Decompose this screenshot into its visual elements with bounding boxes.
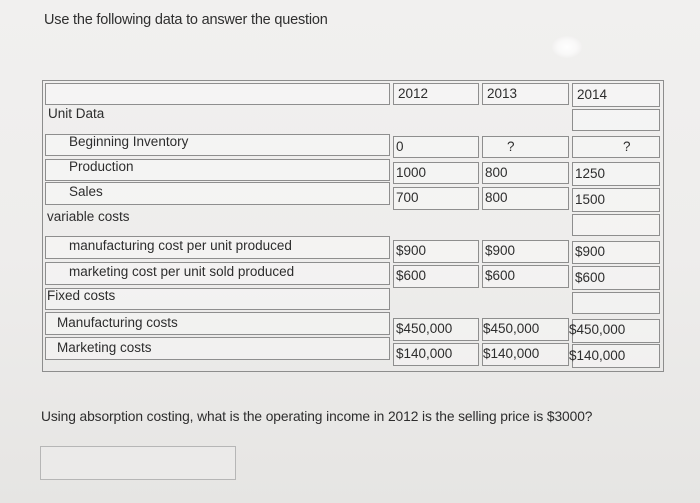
beginning-inventory-2013: ? bbox=[507, 139, 515, 154]
mfg-cost-per-unit-label: manufacturing cost per unit produced bbox=[69, 238, 292, 253]
beginning-inventory-2014-box bbox=[572, 136, 660, 158]
manufacturing-costs-2014: $450,000 bbox=[569, 322, 626, 337]
beginning-inventory-2014: ? bbox=[623, 139, 631, 154]
production-label: Production bbox=[69, 159, 134, 174]
mkt-cost-per-unit-2012: $600 bbox=[396, 268, 427, 283]
sales-2014: 1500 bbox=[575, 192, 606, 207]
question-text: Using absorption costing, what is the operating income in 2012 is the selling price is $3000? bbox=[41, 409, 593, 424]
manufacturing-costs-label: Manufacturing costs bbox=[57, 315, 178, 330]
unit-data-2014-box bbox=[572, 109, 660, 131]
marketing-costs-2012: $140,000 bbox=[396, 346, 453, 361]
sales-label: Sales bbox=[69, 184, 103, 199]
mfg-cost-per-unit-2012: $900 bbox=[396, 243, 427, 258]
mfg-cost-per-unit-2014: $900 bbox=[575, 244, 606, 259]
header-label-box bbox=[45, 83, 390, 105]
production-2014: 1250 bbox=[575, 166, 606, 181]
mkt-cost-per-unit-2014: $600 bbox=[575, 270, 606, 285]
variable-costs-2014-box bbox=[572, 214, 660, 236]
production-2013: 800 bbox=[485, 165, 508, 180]
marketing-costs-2014: $140,000 bbox=[569, 348, 626, 363]
production-2012: 1000 bbox=[396, 165, 427, 180]
sales-2013: 800 bbox=[485, 190, 508, 205]
beginning-inventory-2013-box bbox=[482, 136, 569, 158]
light-glare bbox=[552, 36, 582, 58]
beginning-inventory-2012-box bbox=[393, 136, 479, 158]
answer-input[interactable] bbox=[40, 446, 236, 480]
fixed-costs-2014-box bbox=[572, 292, 660, 314]
beginning-inventory-2012: 0 bbox=[396, 139, 404, 154]
marketing-costs-label: Marketing costs bbox=[57, 340, 152, 355]
fixed-costs-heading: Fixed costs bbox=[47, 288, 116, 303]
sales-2012: 700 bbox=[396, 190, 419, 205]
variable-costs-heading: variable costs bbox=[47, 209, 130, 224]
header-year-2012: 2012 bbox=[398, 86, 429, 101]
header-year-2014: 2014 bbox=[577, 87, 608, 102]
marketing-costs-2013: $140,000 bbox=[483, 346, 540, 361]
beginning-inventory-label: Beginning Inventory bbox=[69, 134, 189, 149]
mkt-cost-per-unit-label: marketing cost per unit sold produced bbox=[69, 264, 295, 279]
unit-data-heading: Unit Data bbox=[48, 106, 105, 121]
manufacturing-costs-2012: $450,000 bbox=[396, 321, 453, 336]
header-year-2013: 2013 bbox=[487, 86, 518, 101]
cost-data-table bbox=[42, 80, 664, 372]
mkt-cost-per-unit-2013: $600 bbox=[485, 268, 516, 283]
manufacturing-costs-2013: $450,000 bbox=[483, 321, 540, 336]
mfg-cost-per-unit-2013: $900 bbox=[485, 243, 516, 258]
instruction-text: Use the following data to answer the question bbox=[44, 12, 328, 28]
